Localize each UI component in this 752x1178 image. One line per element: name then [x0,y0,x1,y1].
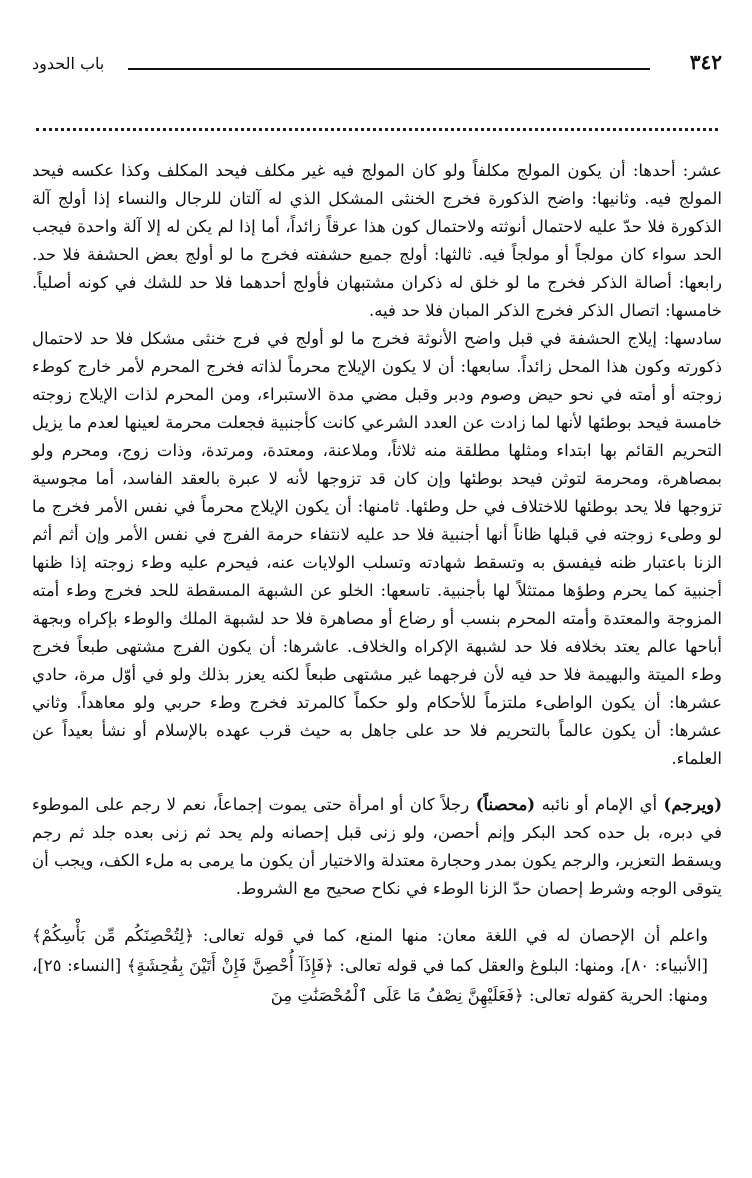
commentary-paragraph-1: عشر: أحدها: أن يكون المولج مكلفاً ولو كان المولج فيه غير مكلف فيحد المكلف وكذا عكسه فيحد المولج فيه. وثانيها: واضح الذكورة فخرج الخنثى المشكل الذي له آلتان للرجال والنساء إذا أولج آلة الذكورة فلا حدّ عليه لاحتمال أنوثته ولاحتمال كون هذا عرقاً زائداً، أما إذا لم يكن له إلا آلة واحدة فيجب الحد سواء كان مولجاً أو مولجاً فيه. ثالثها: أولج جميع حشفته فخرج ما لو أولج بعض الحشفة فلا حد. رابعها: أصالة الذكر فخرج ما لو خلق له ذكران مشتبهان فأولج أحدهما فلا حد للشك في كونه أصلياً. خامسها: اتصال الذكر فخرج الذكر المبان فلا حد فيه. [32,161,722,320]
commentary-paragraph-2: سادسها: إيلاج الحشفة في قبل واضح الأنوثة فخرج ما لو أولج في فرج خنثى مشكل فلا حد لاحتمال ذكورته وكون هذا المحل زائداً. سابعها: أن لا يكون الإيلاج محرماً لذاته فخرج المحرم لأمر خارج كوطء زوجته أو أمته في نحو حيض وصوم ودبر وقبل مضي مدة الاستبراء، ومن المحرم لذات الإيلاج زوجته خامسة فيحد بوطئها لأنها لما زادت عن العدد الشرعي كانت كأجنبية فجعلت محرمة لعينها لعدم ما يزيل التحريم القائم بها ابتداء ومثلها مطلقة منه ثلاثاً، وملاعنة، ومعتدة، ومرتدة، وذات زوج، ومحرم ولو بمصاهرة، ومحرمة لتوثن فيحد بوطئها وإن كان قد تزوجها لأنه لا عبرة بالعقد الفاسد، أما مجوسية تزوجها فلا يحد بوطئها للاختلاف في حل وطئها. ثامنها: أن يكون الإيلاج محرماً في نفس الأمر فخرج ما لو وطىء زوجته في قبلها ظاناً أنها أجنبية فلا حد عليه لانتفاء حرمة الفرج في نفس الأمر وإن أثم أثم الزنا باعتبار ظنه فيفسق به وتسقط شهادته وتسلب الولايات عنه، فيحرم عليه وطء زوجته إذا ظنها أجنبية كما يحرم وطؤها ممتثلاً لها بأجنبية. تاسعها: الخلو عن الشبهة المسقطة للحد فخرج وطء أمته المزوجة والمعتدة وأمته المحرم بنسب أو رضاع أو مصاهرة فلا حد لشبهة الملك والوطء بإكراه وبجهة أباحها عالم يعتد بخلافه فلا حد لشبهة الإكراه والخلاف. عاشرها: أن يكون الفرج مشتهى طبعاً فخرج وطء الميتة والبهيمة فلا حد فيه لأن فرجهما غير مشتهى طبعاً لكنه يعزر بذلك ولو في أوّل مرة، حادي عشرها: أن يكون الواطىء ملتزماً للأحكام ولو حكماً كالمرتد فخرج وطء حربي ولو معاهداً. وثاني عشرها: أن يكون عالماً بالتحريم فلا حد على جاهل به حيث قرب عهده بالإسلام أو نشأ بعيداً عن العلماء. [32,329,722,768]
footnote-paragraph: واعلم أن الإحصان له في اللغة معان: منها المنع، كما في قوله تعالى: ﴿لِتُحْصِنَكُم مِّن بَأْسِكُمْ﴾ [الأنبياء: ٨٠]، ومنها: البلوغ والعقل كما في قوله تعالى: ﴿فَإِذَآ أُحْصِنَّ فَإِنْ أَتَيْنَ بِفَٰحِشَةٍ﴾ [النساء: ٢٥]، ومنها: الحرية كقوله تعالى: ﴿فَعَلَيْهِنَّ نِصْفُ مَا عَلَى ٱلْمُحْصَنَٰتِ مِنَ [32,926,708,1005]
page-number: ٣٤٢ [689,50,722,74]
book-page [32,40,722,1160]
matn-quote-muhsan: (محصناً) [475,795,536,814]
main-text-fragment-b: رجلاً كان أو امرأة حتى يموت إجماعاً، نعم لا رجم على الموطوء في دبره، بل حده كحد البكر وإنم أحصن، ولو زنى قبل إحصانه ولم يحد ثم زنى بعده جلد ثم رجم ويسقط التعزير، والرجم يكون بمدر وحجارة معتدلة والاختيار أن يكون ما يرمى به ملء الكف، ويجب أن يتوقى الوجه وشرط إحصان حدّ الزنا الوطء في نكاح صحيح مع الشروط. [32,795,722,898]
running-title: باب الحدود [32,54,105,73]
dotted-separator [36,128,718,131]
header-rule [128,68,650,70]
page-header [32,40,722,88]
main-text-paragraph [32,791,722,903]
main-text-section [32,791,722,903]
commentary-block [32,157,722,773]
footnote-block [32,921,722,1011]
matn-quote-yurjam: (ويرجم) [663,795,723,814]
main-text-fragment-a: أي الإمام أو نائبه [535,795,664,814]
